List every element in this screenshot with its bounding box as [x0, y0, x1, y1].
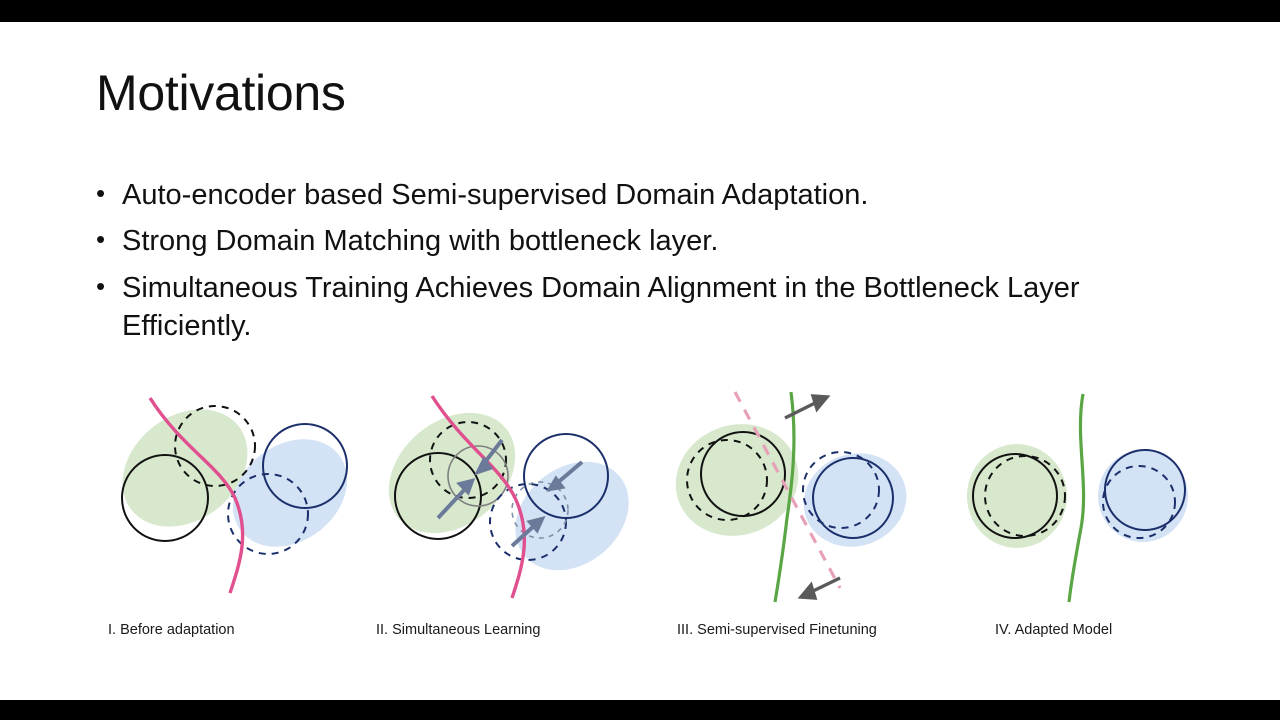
panel-caption: III. Semi-supervised Finetuning: [677, 622, 877, 638]
source-cloud: [967, 444, 1067, 548]
panel-2-graphic: [360, 388, 660, 613]
bullet-text: Simultaneous Training Achieves Domain Alignment in the Bottleneck Layer Efficiently.: [122, 271, 1080, 342]
bullet-marker: •: [96, 224, 106, 255]
bullet-text: Strong Domain Matching with bottleneck layer.: [122, 225, 719, 258]
letterbox-top: [0, 0, 1280, 22]
target-cloud: [494, 439, 651, 592]
figure-panel-semi-supervised-finetuning: [665, 388, 955, 648]
list-item: [96, 176, 1196, 214]
panel-caption: I. Before adaptation: [108, 622, 235, 638]
bullet-text: Auto-encoder based Semi-supervised Domain Adaptation.: [122, 179, 869, 211]
panel-caption: II. Simultaneous Learning: [376, 622, 541, 638]
adaptation-figure: [90, 388, 1200, 648]
panel-caption: IV. Adapted Model: [995, 622, 1113, 638]
bullet-marker: •: [96, 178, 106, 208]
panel-3-graphic: [665, 388, 955, 613]
figure-panel-before-adaptation: [90, 388, 370, 648]
letterbox-bottom: [0, 700, 1280, 720]
bullet-marker: •: [96, 270, 106, 301]
list-item: [96, 222, 1196, 260]
panel-4-graphic: [955, 388, 1200, 613]
list-item: [96, 269, 1196, 346]
figure-panel-adapted-model: [955, 388, 1200, 648]
decision-boundary-green: [1069, 394, 1084, 602]
page-title: Motivations: [96, 65, 346, 121]
source-cloud: [365, 388, 539, 558]
figure-panel-simultaneous-learning: [360, 388, 660, 648]
panel-1-graphic: [90, 388, 370, 613]
bullet-list: [96, 176, 1196, 353]
